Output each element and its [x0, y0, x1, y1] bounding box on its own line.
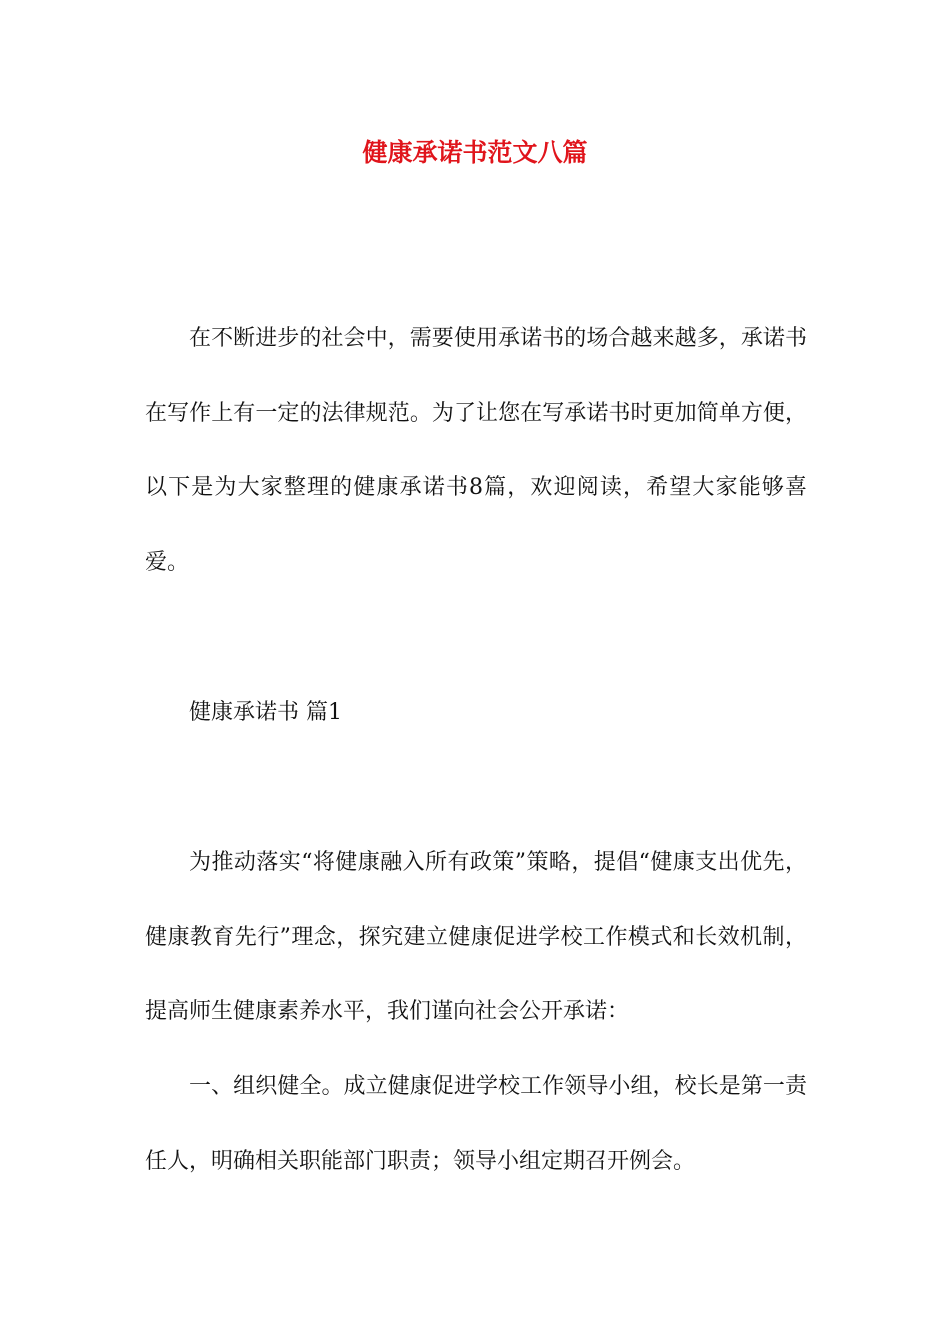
document-title: 健康承诺书范文八篇: [362, 138, 588, 167]
section-heading: 健康承诺书 篇1: [189, 700, 342, 725]
body-paragraph: 为推动落实“将健康融入所有政策”策略，提倡“健康支出优先，健康教育先行”理念，探究建立健康促进学校工作模式和长效机制，提高师生健康素养水平，我们谨向社会公开承诺：: [145, 850, 807, 1024]
body-paragraph: 一、组织健全。成立健康促进学校工作领导小组，校长是第一责任人，明确相关职能部门职责；领导小组定期召开例会。: [145, 1074, 807, 1174]
intro-paragraph: 在不断进步的社会中，需要使用承诺书的场合越来越多，承诺书在写作上有一定的法律规范。为了让您在写承诺书时更加简单方便，以下是为大家整理的健康承诺书8篇，欢迎阅读，希望大家能够喜爱。: [145, 326, 807, 575]
